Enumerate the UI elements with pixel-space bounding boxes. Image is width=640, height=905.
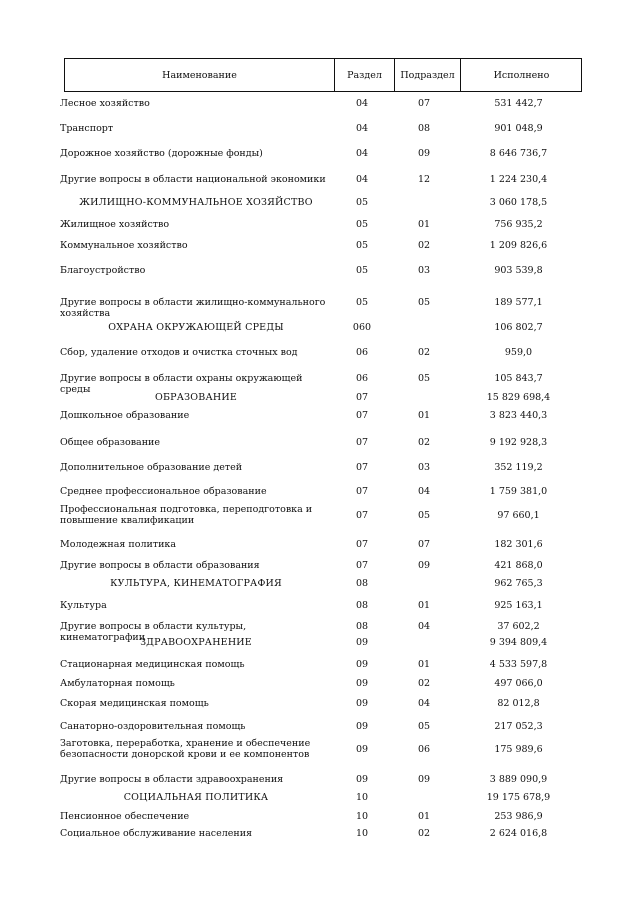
row-name: Лесное хозяйство xyxy=(60,98,150,109)
row-podrazdel: 02 xyxy=(417,678,431,689)
row-razdel: 08 xyxy=(355,600,369,611)
row-value: 962 765,3 xyxy=(494,578,543,589)
row-podrazdel: 05 xyxy=(417,297,431,308)
row-value: 925 163,1 xyxy=(494,600,543,611)
row-name: КУЛЬТУРА, КИНЕМАТОГРАФИЯ xyxy=(110,578,282,589)
row-podrazdel: 05 xyxy=(417,510,431,521)
row-value: 189 577,1 xyxy=(494,297,543,308)
row-podrazdel: 01 xyxy=(417,811,431,822)
row-razdel: 04 xyxy=(355,123,369,134)
row-podrazdel: 04 xyxy=(417,486,431,497)
row-razdel: 05 xyxy=(355,297,369,308)
row-name: Пенсионное обеспечение xyxy=(60,811,190,822)
row-value: 105 843,7 xyxy=(494,373,543,384)
row-name: Другие вопросы в области национальной экономики xyxy=(60,174,326,185)
row-name: Среднее профессиональное образование xyxy=(60,486,267,497)
row-podrazdel: 04 xyxy=(417,698,431,709)
row-razdel: 05 xyxy=(355,240,369,251)
row-podrazdel: 09 xyxy=(417,148,431,159)
row-name: Социальное обслуживание населения xyxy=(60,828,253,839)
row-razdel: 09 xyxy=(355,637,369,648)
row-podrazdel: 01 xyxy=(417,600,431,611)
row-razdel: 060 xyxy=(352,322,372,333)
row-podrazdel: 01 xyxy=(417,410,431,421)
row-name: Другие вопросы в области культуры, кинематографии xyxy=(60,621,247,643)
header-value: Исполнено xyxy=(460,59,582,91)
row-podrazdel: 08 xyxy=(417,123,431,134)
row-value: 531 442,7 xyxy=(494,98,543,109)
row-name: Стационарная медицинская помощь xyxy=(60,659,245,670)
row-razdel: 10 xyxy=(355,792,369,803)
row-name: ОБРАЗОВАНИЕ xyxy=(155,392,237,403)
row-name: Дорожное хозяйство (дорожные фонды) xyxy=(60,148,263,159)
row-value: 19 175 678,9 xyxy=(486,792,551,803)
row-podrazdel: 02 xyxy=(417,437,431,448)
row-name: Другие вопросы в области жилищно-коммунального хозяйства xyxy=(60,297,326,319)
row-razdel: 06 xyxy=(355,347,369,358)
row-name: Благоустройство xyxy=(60,265,146,276)
row-razdel: 07 xyxy=(355,392,369,403)
row-razdel: 09 xyxy=(355,659,369,670)
row-value: 175 989,6 xyxy=(494,744,543,755)
row-podrazdel: 07 xyxy=(417,539,431,550)
row-value: 253 986,9 xyxy=(494,811,543,822)
row-razdel: 09 xyxy=(355,744,369,755)
row-value: 15 829 698,4 xyxy=(486,392,551,403)
table-header xyxy=(64,58,582,92)
row-razdel: 07 xyxy=(355,510,369,521)
row-value: 959,0 xyxy=(504,347,533,358)
row-podrazdel: 03 xyxy=(417,462,431,473)
row-value: 106 802,7 xyxy=(494,322,543,333)
row-podrazdel: 02 xyxy=(417,828,431,839)
row-name: Жилищное хозяйство xyxy=(60,219,170,230)
row-name: Профессиональная подготовка, переподготовка и повышение квалификации xyxy=(60,504,313,526)
row-name: Санаторно-оздоровительная помощь xyxy=(60,721,246,732)
row-value: 4 533 597,8 xyxy=(489,659,548,670)
row-podrazdel: 12 xyxy=(417,174,431,185)
row-podrazdel: 05 xyxy=(417,373,431,384)
row-name: Общее образование xyxy=(60,437,160,448)
row-razdel: 04 xyxy=(355,98,369,109)
row-name: Сбор, удаление отходов и очистка сточных вод xyxy=(60,347,298,358)
row-razdel: 05 xyxy=(355,219,369,230)
row-value: 9 192 928,3 xyxy=(489,437,548,448)
row-razdel: 06 xyxy=(355,373,369,384)
row-razdel: 07 xyxy=(355,462,369,473)
row-podrazdel: 01 xyxy=(417,659,431,670)
row-razdel: 07 xyxy=(355,539,369,550)
row-razdel: 04 xyxy=(355,174,369,185)
row-podrazdel: 02 xyxy=(417,347,431,358)
row-name: Другие вопросы в области здравоохранения xyxy=(60,774,284,785)
row-razdel: 09 xyxy=(355,678,369,689)
row-value: 1 759 381,0 xyxy=(489,486,548,497)
row-podrazdel: 02 xyxy=(417,240,431,251)
row-name: Дополнительное образование детей xyxy=(60,462,243,473)
row-razdel: 09 xyxy=(355,721,369,732)
row-value: 182 301,6 xyxy=(494,539,543,550)
row-name: Коммунальное хозяйство xyxy=(60,240,188,251)
row-podrazdel: 07 xyxy=(417,98,431,109)
row-value: 9 394 809,4 xyxy=(489,637,548,648)
row-value: 1 224 230,4 xyxy=(489,174,548,185)
row-value: 421 868,0 xyxy=(494,560,543,571)
row-podrazdel: 06 xyxy=(417,744,431,755)
row-razdel: 09 xyxy=(355,698,369,709)
row-podrazdel: 03 xyxy=(417,265,431,276)
row-value: 37 602,2 xyxy=(497,621,540,632)
header-razdel: Раздел xyxy=(334,59,394,91)
row-value: 97 660,1 xyxy=(497,510,540,521)
row-razdel: 05 xyxy=(355,197,369,208)
row-value: 3 060 178,5 xyxy=(489,197,548,208)
row-razdel: 07 xyxy=(355,410,369,421)
row-value: 756 935,2 xyxy=(494,219,543,230)
row-value: 2 624 016,8 xyxy=(489,828,548,839)
row-razdel: 04 xyxy=(355,148,369,159)
row-name: ОХРАНА ОКРУЖАЮЩЕЙ СРЕДЫ xyxy=(108,322,284,333)
row-podrazdel: 01 xyxy=(417,219,431,230)
row-name: Культура xyxy=(60,600,107,611)
row-name: Амбулаторная помощь xyxy=(60,678,175,689)
row-podrazdel: 09 xyxy=(417,774,431,785)
row-name: Заготовка, переработка, хранение и обеспечение безопасности донорской крови и ее компонентов xyxy=(60,738,311,760)
row-name: СОЦИАЛЬНАЯ ПОЛИТИКА xyxy=(123,792,269,803)
row-razdel: 09 xyxy=(355,774,369,785)
row-value: 1 209 826,6 xyxy=(489,240,548,251)
row-value: 497 066,0 xyxy=(494,678,543,689)
row-value: 901 048,9 xyxy=(494,123,543,134)
row-razdel: 07 xyxy=(355,437,369,448)
row-razdel: 10 xyxy=(355,811,369,822)
row-name: Транспорт xyxy=(60,123,114,134)
row-name: ЖИЛИЩНО-КОММУНАЛЬНОЕ ХОЗЯЙСТВО xyxy=(79,197,313,208)
row-razdel: 08 xyxy=(355,621,369,632)
header-name: Наименование xyxy=(162,69,237,81)
row-value: 903 539,8 xyxy=(494,265,543,276)
row-podrazdel: 05 xyxy=(417,721,431,732)
row-razdel: 10 xyxy=(355,828,369,839)
row-value: 217 052,3 xyxy=(494,721,543,732)
row-name: Дошкольное образование xyxy=(60,410,190,421)
row-podrazdel: 04 xyxy=(417,621,431,632)
row-value: 3 823 440,3 xyxy=(489,410,548,421)
row-name: Скорая медицинская помощь xyxy=(60,698,209,709)
row-name: Другие вопросы в области охраны окружающей среды xyxy=(60,373,303,395)
row-value: 8 646 736,7 xyxy=(489,148,548,159)
row-value: 352 119,2 xyxy=(494,462,543,473)
row-name: Молодежная политика xyxy=(60,539,177,550)
header-podrazdel: Подраздел xyxy=(394,59,460,91)
row-razdel: 05 xyxy=(355,265,369,276)
row-name: Другие вопросы в области образования xyxy=(60,560,260,571)
row-value: 82 012,8 xyxy=(497,698,540,709)
row-razdel: 07 xyxy=(355,486,369,497)
row-podrazdel: 09 xyxy=(417,560,431,571)
row-value: 3 889 090,9 xyxy=(489,774,548,785)
row-name: ЗДРАВООХРАНЕНИЕ xyxy=(140,637,252,648)
row-razdel: 08 xyxy=(355,578,369,589)
row-razdel: 07 xyxy=(355,560,369,571)
